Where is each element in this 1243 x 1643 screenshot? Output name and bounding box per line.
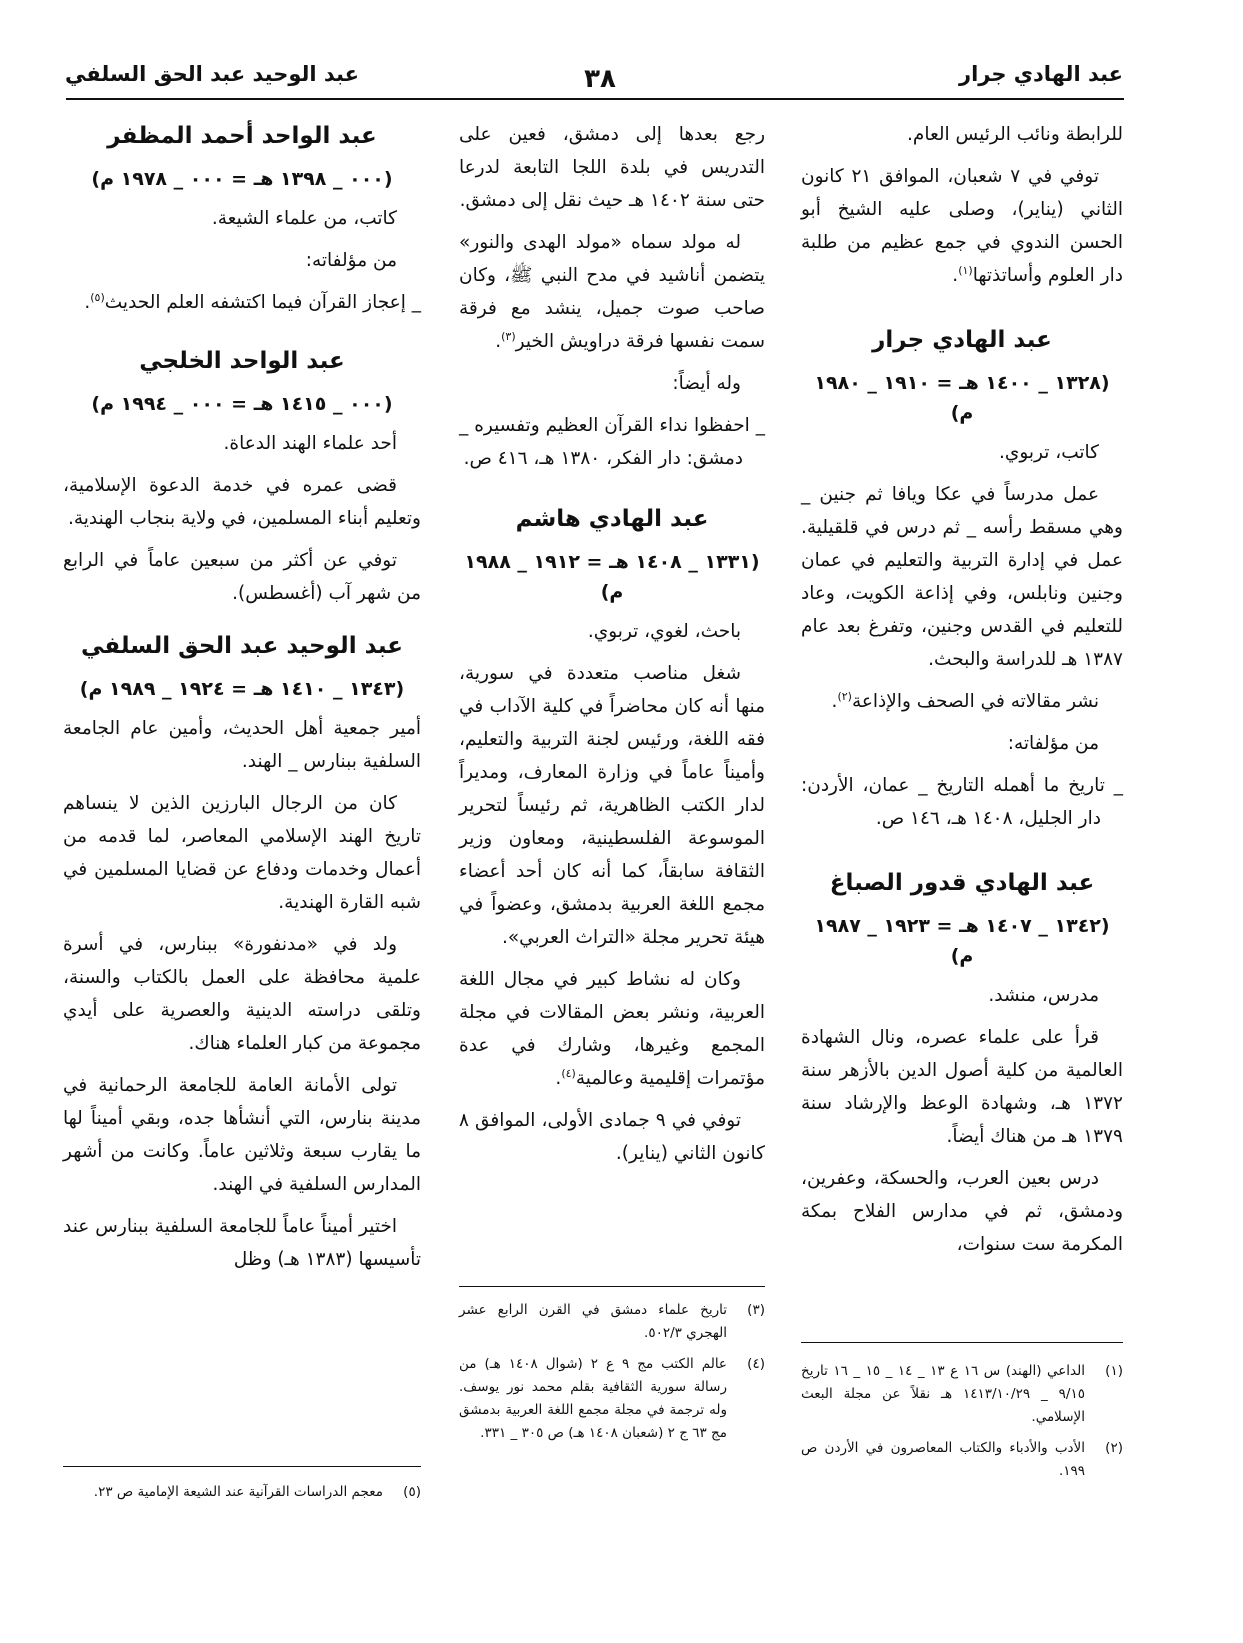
paragraph: توفي عن أكثر من سبعين عاماً في الرابع من شهر آب (أغسطس). [63, 550, 421, 604]
footnote [63, 1481, 421, 1504]
footnote [459, 1299, 765, 1345]
column-right [801, 118, 1123, 1270]
footnote-number: (٢) [1105, 1440, 1123, 1456]
footnote-number: (١) [1105, 1363, 1123, 1379]
work-item: _ احفظوا نداء القرآن العظيم وتفسيره _ دمشق: دار الفكر، ١٣٨٠ هـ، ٤١٦ ص. [459, 415, 765, 469]
entry-dates: (٠٠٠ _ ١٤١٥ هـ = ٠٠٠ _ ١٩٩٤ م) [91, 393, 393, 415]
footnote-number: (٣) [747, 1302, 765, 1318]
also-label: وله أيضاً: [672, 373, 741, 394]
paragraph: عمل مدرساً في عكا ويافا ثم جنين _ وهي مسقط رأسه _ ثم درس في قلقيلية. عمل في إدارة التربية والتعليم في عمان وجنين ونابلس، وفي إذاعة الكويت، وعاد للتعليم في القدس وجنين، وتفرغ بعد عام ١٣٨٧ هـ للدراسة والبحث. [801, 484, 1123, 670]
paragraph: قرأ على علماء عصره، ونال الشهادة العالمية من كلية أصول الدين بالأزهر سنة ١٣٧٢ هـ، وشهادة الوعظ والإرشاد سنة ١٣٧٩ هـ من هناك أيضاً. [801, 1027, 1123, 1147]
paragraph: للرابطة ونائب الرئيس العام. [906, 124, 1123, 145]
entry-title: عبد الهادي جرار [872, 327, 1052, 353]
entry-title: عبد الهادي هاشم [515, 506, 709, 532]
entry-description: مدرس، منشد. [988, 985, 1099, 1006]
column-left [63, 118, 421, 1285]
footnotes-middle [459, 1299, 765, 1453]
entry-description: باحث، لغوي، تربوي. [587, 621, 741, 642]
paragraph: اختير أميناً عاماً للجامعة السلفية ببنارس عند تأسيسها (١٣٨٣ هـ) وظل [63, 1216, 421, 1270]
paragraph: شغل مناصب متعددة في سورية، منها أنه كان محاضراً في كلية الآداب في فقه اللغة، ورئيس لجنة التربية والتعليم، وأميناً عاماً في وزارة المعارف، ومديراً لدار الكتب الظاهرية، ثم رئيساً لتحرير الموسوعة الفلسطينية، ومعاون وزير الثقافة سابقاً، كما أنه كان أحد أعضاء مجمع اللغة العربية بدمشق، وعضواً في هيئة تحرير مجلة «التراث العربي». [459, 663, 765, 948]
paragraph: كان من الرجال البارزين الذين لا ينساهم تاريخ الهند الإسلامي المعاصر، لما قدمه من أعمال وخدمات ودفاع عن قضايا المسلمين في شبه القارة الهندية. [63, 793, 421, 913]
footnote [459, 1353, 765, 1445]
page-number: ٣٨ [584, 64, 616, 94]
entry-title: عبد الواحد الخلجي [139, 348, 345, 374]
entry-dates: (١٣٤٢ _ ١٤٠٧ هـ = ١٩٢٣ _ ١٩٨٧ م) [814, 915, 1110, 967]
entry-dates: (١٣٢٨ _ ١٤٠٠ هـ = ١٩١٠ _ ١٩٨٠ م) [814, 372, 1110, 424]
footnotes-right [801, 1360, 1123, 1491]
paragraph: وكان له نشاط كبير في مجال اللغة العربية، ونشر بعض المقالات في مجلة المجمع وغيرها، وشارك في عدة مؤتمرات إقليمية وعالمية$^{(٤)}$. [459, 969, 765, 1089]
entry-description: أحد علماء الهند الدعاة. [223, 433, 397, 454]
entry-title: عبد الوحيد عبد الحق السلفي [81, 633, 403, 659]
works-label: من مؤلفاته: [1007, 733, 1099, 754]
footnote-rule [801, 1342, 1123, 1343]
footnote-text: عالم الكتب مج ٩ ع ٢ (شوال ١٤٠٨ هـ) من رسالة سورية الثقافية بقلم محمد نور يوسف. وله ترجمة في مجلة مجمع اللغة العربية بدمشق مج ٦٣ ج ٢ (شعبان ١٤٠٨ هـ) ص ٣٠٥ _ ٣٣١. [459, 1356, 727, 1441]
entry-title: عبد الواحد أحمد المظفر [107, 123, 377, 149]
footnote-ref: (٥) [90, 290, 105, 304]
entry-dates: (١٣٣١ _ ١٤٠٨ هـ = ١٩١٢ _ ١٩٨٨ م) [464, 551, 760, 603]
footnote-ref: (١) [958, 263, 973, 277]
entry-dates: (١٣٤٣ _ ١٤١٠ هـ = ١٩٢٤ _ ١٩٨٩ م) [79, 678, 405, 700]
footnote-number: (٤) [747, 1356, 765, 1372]
footnote [801, 1360, 1123, 1429]
footnote-rule [63, 1466, 421, 1467]
running-head-left: عبد الوحيد عبد الحق السلفي [65, 62, 359, 86]
work-item: _ إعجاز القرآن فيما اكتشفه العلم الحديث$^{(٥)}$. [84, 290, 421, 313]
footnote-text: الأدب والأدباء والكتاب المعاصرون في الأردن ص ١٩٩. [801, 1440, 1085, 1479]
footnote-ref: (٢) [837, 689, 852, 703]
paragraph: توفي في ٩ جمادى الأولى، الموافق ٨ كانون الثاني (يناير). [459, 1110, 765, 1164]
footnote-text: الداعي (الهند) س ١٦ ع ١٣ _ ١٤ _ ١٥ _ ١٦ تاريخ ٩/١٥ _ ١٤١٣/١٠/٢٩ هـ نقلاً عن مجلة البعث الإسلامي. [801, 1363, 1085, 1425]
entry-description: كاتب، من علماء الشيعة. [211, 208, 397, 229]
paragraph: تولى الأمانة العامة للجامعة الرحمانية في مدينة بنارس، التي أنشأها جده، وبقي أميناً لها ما يقارب سبعة وثلاثين عاماً. وكانت من أشهر المدارس السلفية في الهند. [63, 1075, 421, 1195]
footnote-number: (٥) [403, 1484, 421, 1500]
entry-title: عبد الهادي قدور الصباغ [829, 870, 1095, 896]
paragraph: نشر مقالاته في الصحف والإذاعة$^{(٢)}$. [831, 689, 1099, 712]
footnotes-left [63, 1481, 421, 1512]
footnote-text: معجم الدراسات القرآنية عند الشيعة الإمامية ص ٢٣. [93, 1484, 383, 1500]
paragraph: قضى عمره في خدمة الدعوة الإسلامية، وتعليم أبناء المسلمين، في ولاية بنجاب الهندية. [63, 475, 421, 529]
footnote-rule [459, 1286, 765, 1287]
entry-description: كاتب، تربوي. [998, 442, 1099, 463]
entry-description: أمير جمعية أهل الحديث، وأمين عام الجامعة السلفية ببنارس _ الهند. [63, 718, 421, 772]
paragraph: رجع بعدها إلى دمشق، فعين على التدريس في بلدة اللجا التابعة لدرعا حتى سنة ١٤٠٢ هـ حيث نقل إلى دمشق. [459, 124, 765, 211]
footnote [801, 1437, 1123, 1483]
footnote-ref: (٣) [501, 329, 516, 343]
column-middle [459, 118, 765, 1179]
paragraph: درس بعين العرب، والحسكة، وعفرين، ودمشق، ثم في مدارس الفلاح بمكة المكرمة ست سنوات، [801, 1168, 1123, 1255]
paragraph: توفي في ٧ شعبان، الموافق ٢١ كانون الثاني (يناير)، وصلى عليه الشيخ أبو الحسن الندوي في جمع عظيم من طلبة دار العلوم وأساتذتها$^{(١)}$. [801, 166, 1123, 286]
footnote-ref: (٤) [561, 1066, 576, 1080]
entry-dates: (٠٠٠ _ ١٣٩٨ هـ = ٠٠٠ _ ١٩٧٨ م) [91, 168, 393, 190]
footnote-text: تاريخ علماء دمشق في القرن الرابع عشر الهجري ٥٠٢/٣. [459, 1302, 727, 1341]
running-head-right: عبد الهادي جرار [958, 62, 1123, 86]
paragraph: له مولد سماه «مولد الهدى والنور» يتضمن أناشيد في مدح النبي ﷺ، وكان صاحب صوت جميل، ينشد مع فرقة سمت نفسها فرقة دراويش الخير$^{(٣)}$. [459, 232, 765, 352]
work-item: _ تاريخ ما أهمله التاريخ _ عمان، الأردن: دار الجليل، ١٤٠٨ هـ، ١٤٦ ص. [801, 775, 1123, 829]
works-label: من مؤلفاته: [305, 250, 397, 271]
header-rule [66, 98, 1124, 100]
paragraph: ولد في «مدنفورة» ببنارس، في أسرة علمية محافظة على العمل بالكتاب والسنة، وتلقى دراسته الدينية والعصرية على أيدي مجموعة من كبار العلماء هناك. [63, 934, 421, 1054]
